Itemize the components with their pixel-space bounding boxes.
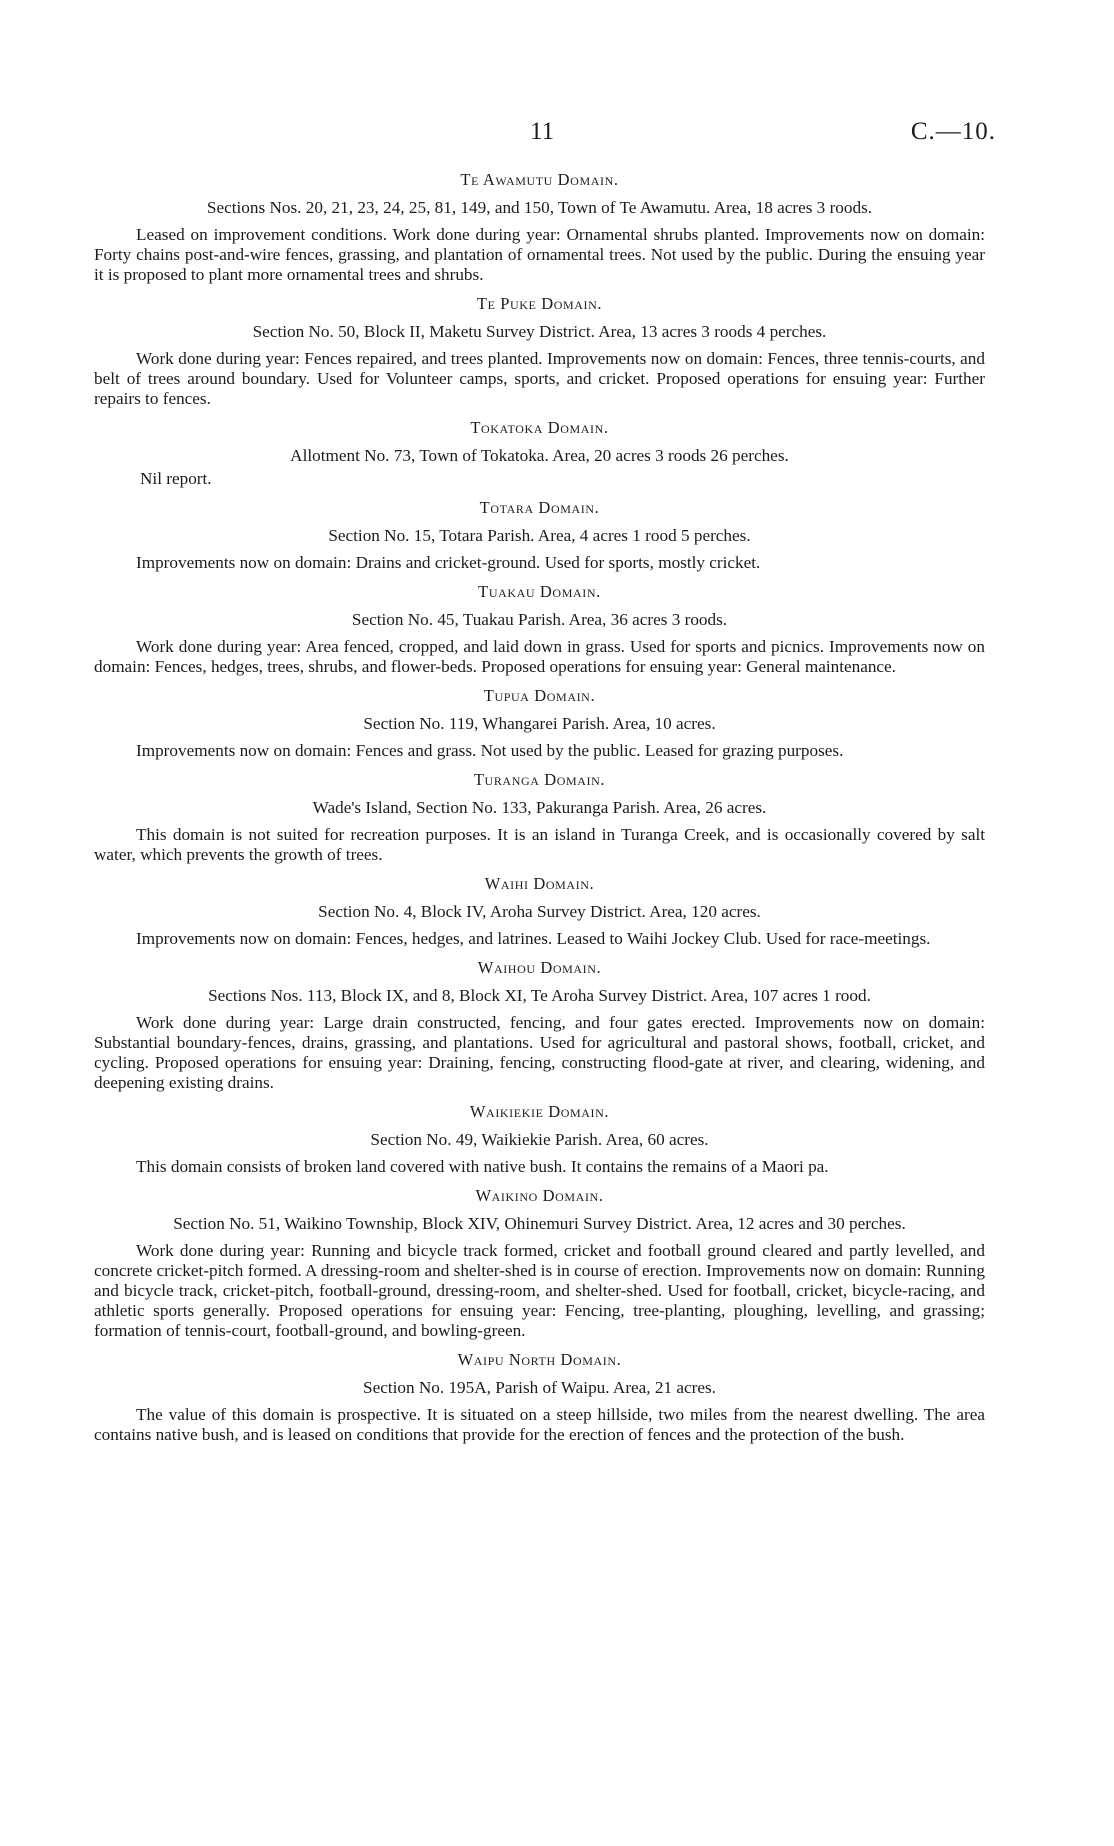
page-number: 11 [530, 118, 555, 145]
section-waipu-north [94, 1350, 985, 1445]
section-title: Te Awamutu Domain. [460, 170, 619, 189]
section-body: This domain is not suited for recreation purposes. It is an island in Turanga Creek, and is occasionally covered by salt water, which prevents the growth of trees. [94, 825, 985, 864]
section-title: Waipu North Domain. [457, 1350, 622, 1369]
section-location: Section No. 4, Block IV, Aroha Survey District. Area, 120 acres. [318, 902, 761, 921]
section-location: Section No. 195A, Parish of Waipu. Area, 21 acres. [363, 1378, 716, 1397]
section-body: Leased on improvement conditions. Work done during year: Ornamental shrubs planted. Improvements now on domain: Forty chains post-and-wire fences, grassing, and plantation of ornamental trees. Not used by the public. During the ensuing year it is proposed to plant more ornamental trees and shrubs. [94, 225, 985, 284]
section-title: Waikiekie Domain. [469, 1102, 610, 1121]
section-body: Work done during year: Running and bicycle track formed, cricket and football ground cleared and partly levelled, and concrete cricket-pitch formed. A dressing-room and shelter-shed is in course of erection. Improvements now on domain: Running and bicycle track, cricket-pitch, football-ground, dressing-room, and shelter-shed. Used for football, cricket, bicycle-racing, and athletic sports generally. Proposed operations for ensuing year: Fencing, tree-planting, ploughing, levelling, and grassing; formation of tennis-court, football-ground, and bowling-green. [94, 1241, 985, 1340]
section-title: Totara Domain. [479, 498, 600, 517]
section-title: Waihou Domain. [477, 958, 602, 977]
page-header [0, 118, 1114, 148]
page-content [94, 170, 985, 1454]
section-location: Allotment No. 73, Town of Tokatoka. Area, 20 acres 3 roods 26 perches. [290, 446, 789, 465]
section-location: Section No. 45, Tuakau Parish. Area, 36 acres 3 roods. [351, 610, 728, 629]
section-body: Improvements now on domain: Drains and cricket-ground. Used for sports, mostly cricket. [136, 553, 761, 572]
section-body: Work done during year: Area fenced, cropped, and laid down in grass. Used for sports and picnics. Improvements now on domain: Fences, hedges, trees, shrubs, and flower-beds. Proposed operations for ensuing year: General maintenance. [94, 637, 985, 676]
section-location: Section No. 15, Totara Parish. Area, 4 acres 1 rood 5 perches. [328, 526, 751, 545]
section-location: Section No. 51, Waikino Township, Block XIV, Ohinemuri Survey District. Area, 12 acres and 30 perches. [173, 1214, 906, 1233]
section-waihi [94, 874, 985, 949]
section-title: Tokatoka Domain. [470, 418, 609, 437]
section-te-awamutu [94, 170, 985, 285]
section-title: Tupua Domain. [483, 686, 596, 705]
section-location: Section No. 119, Whangarei Parish. Area, 10 acres. [363, 714, 716, 733]
section-title: Turanga Domain. [473, 770, 606, 789]
section-te-puke [94, 294, 985, 409]
section-body: This domain consists of broken land covered with native bush. It contains the remains of a Maori pa. [136, 1157, 829, 1176]
section-nil-report: Nil report. [140, 469, 212, 488]
section-title: Waikino Domain. [475, 1186, 604, 1205]
section-location: Sections Nos. 113, Block IX, and 8, Block XI, Te Aroha Survey District. Area, 107 acres 1 rood. [208, 986, 871, 1005]
section-body: Improvements now on domain: Fences and grass. Not used by the public. Leased for grazing purposes. [136, 741, 844, 760]
section-body: Work done during year: Large drain constructed, fencing, and four gates erected. Improvements now on domain: Substantial boundary-fences, drains, grassing, and plantations. Used for agricultural and pastoral shows, football, cricket, and cycling. Proposed operations for ensuing year: Draining, fencing, constructing flood-gate at river, and clearing, widening, and deepening existing drains. [94, 1013, 985, 1092]
section-waikiekie [94, 1102, 985, 1177]
section-tuakau [94, 582, 985, 677]
section-waihou [94, 958, 985, 1093]
section-tokatoka [94, 418, 985, 489]
section-title: Te Puke Domain. [476, 294, 603, 313]
section-location: Section No. 50, Block II, Maketu Survey District. Area, 13 acres 3 roods 4 perches. [252, 322, 827, 341]
section-waikino [94, 1186, 985, 1341]
section-body: Work done during year: Fences repaired, and trees planted. Improvements now on domain: Fences, three tennis-courts, and belt of trees around boundary. Used for Volunteer camps, sports, and cricket. Proposed operations for ensuing year: Further repairs to fences. [94, 349, 985, 408]
section-turanga [94, 770, 985, 865]
section-location: Sections Nos. 20, 21, 23, 24, 25, 81, 149, and 150, Town of Te Awamutu. Area, 18 acres 3 roods. [206, 198, 873, 217]
document-reference: C.—10. [910, 118, 996, 145]
section-title: Tuakau Domain. [478, 582, 601, 601]
section-body: The value of this domain is prospective. It is situated on a steep hillside, two miles from the nearest dwelling. The area contains native bush, and is leased on conditions that provide for the erection of fences and the protection of the bush. [94, 1405, 985, 1444]
section-totara [94, 498, 985, 573]
section-location: Wade's Island, Section No. 133, Pakuranga Parish. Area, 26 acres. [312, 798, 767, 817]
section-title: Waihi Domain. [484, 874, 595, 893]
section-location: Section No. 49, Waikiekie Parish. Area, 60 acres. [370, 1130, 709, 1149]
section-body: Improvements now on domain: Fences, hedges, and latrines. Leased to Waihi Jockey Club. Used for race-meetings. [136, 929, 931, 948]
section-tupua [94, 686, 985, 761]
